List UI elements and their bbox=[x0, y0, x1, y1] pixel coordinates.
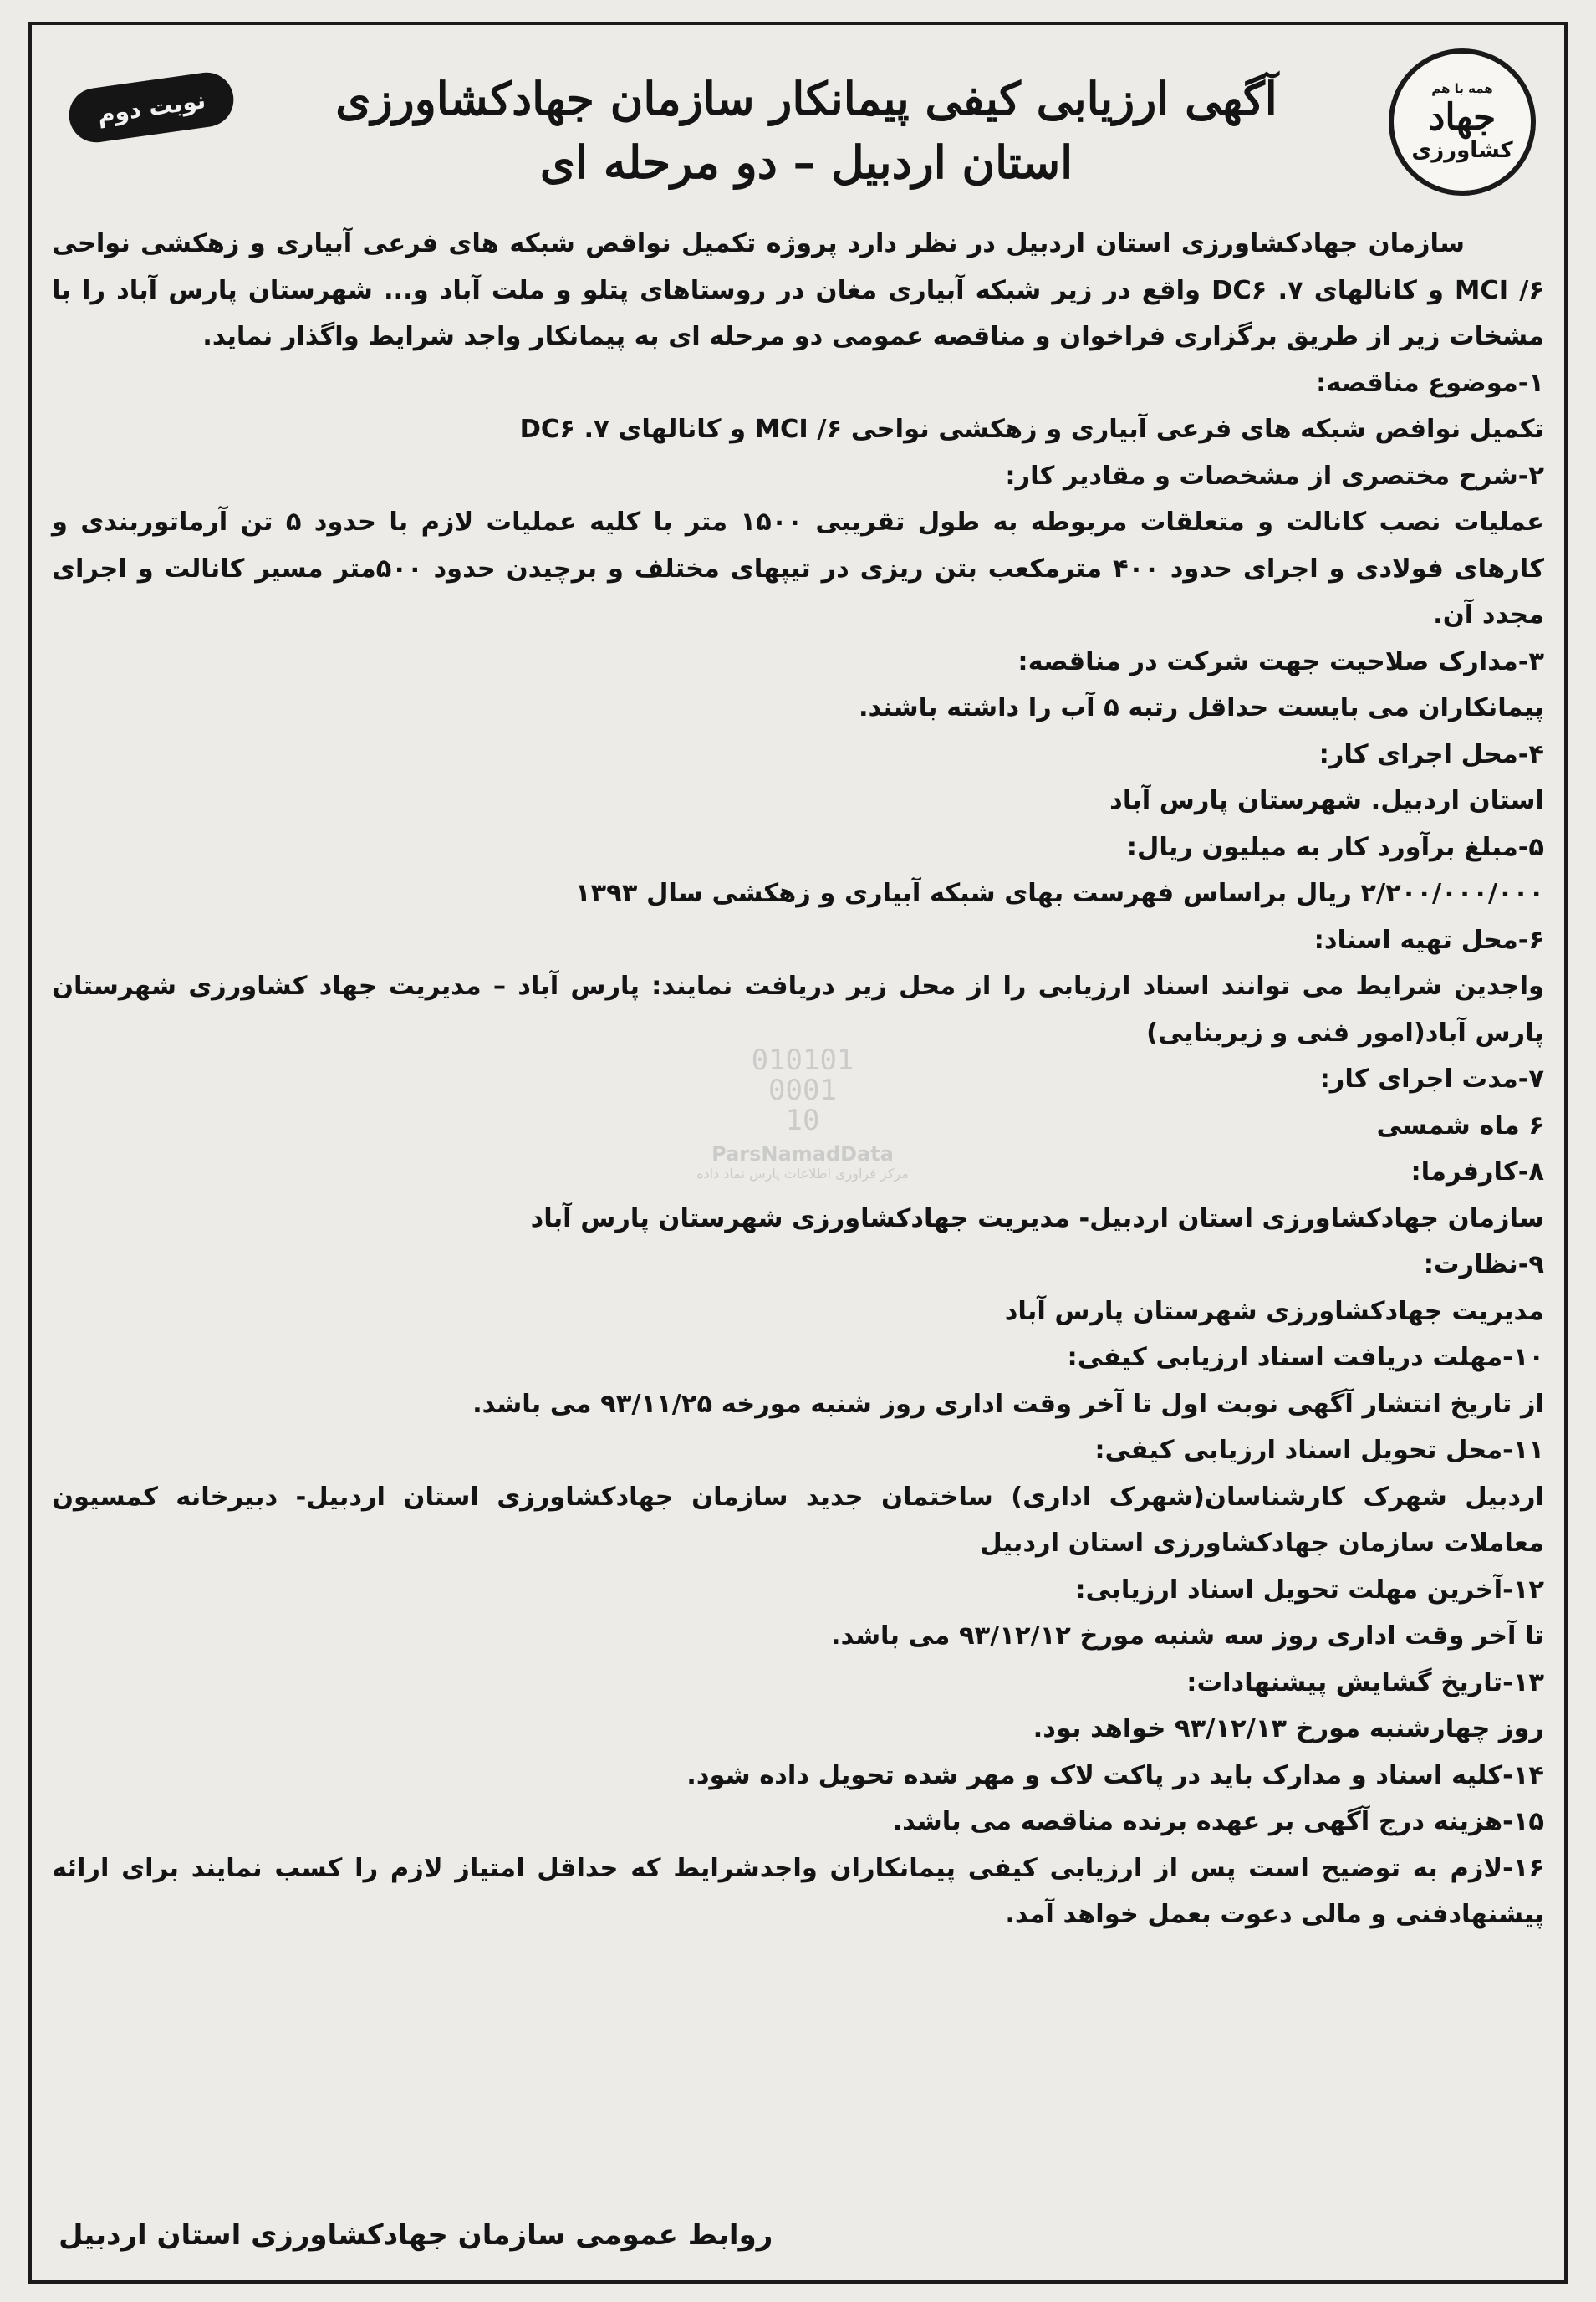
note-item: ۱۶-لازم به توضیح است پس از ارزیابی کیفی پیمانکاران واجدشرایط که حداقل امتیاز لازم را کسب نمایند برای ارائه پیشنهادفنی و مالی دعوت بعمل خواهد آمد. bbox=[52, 1853, 1544, 1929]
note-item: ۱۴-کلیه اسناد و مدارک باید در پاکت لاک و مهر شده تحویل داده شود. bbox=[686, 1760, 1544, 1790]
watermark-digits: 0001 bbox=[768, 1074, 837, 1107]
page-subtitle: استان اردبیل – دو مرحله ای bbox=[539, 135, 1073, 189]
logo-sub-word: کشاورزی bbox=[1411, 138, 1513, 163]
section-content: از تاریخ انتشار آگهی نوبت اول تا آخر وقت اداری روز شنبه مورخه ۹۳/۱۱/۲۵ می باشد. bbox=[472, 1389, 1544, 1419]
title-block bbox=[244, 67, 1369, 194]
footer-signature: روابط عمومی سازمان جهادکشاورزی استان اردبیل bbox=[59, 2218, 773, 2252]
watermark-digits: 010101 bbox=[751, 1044, 854, 1077]
round-badge: نوبت دوم bbox=[65, 69, 237, 146]
note-item: ۱۵-هزینه درج آگهی بر عهده برنده مناقصه می باشد. bbox=[892, 1807, 1544, 1836]
section-heading: ۱۱-محل تحویل اسناد ارزیابی کیفی: bbox=[1094, 1436, 1544, 1465]
section-heading: ۲-شرح مختصری از مشخصات و مقادیر کار: bbox=[1005, 461, 1544, 491]
watermark-tagline: مرکز فراوری اطلاعات پارس نماد داده bbox=[696, 1166, 909, 1182]
section-heading: ۹-نظارت: bbox=[1423, 1250, 1544, 1279]
section-heading: ۱۲-آخرین مهلت تحویل اسناد ارزیابی: bbox=[1075, 1575, 1544, 1605]
watermark-digits: 10 bbox=[785, 1104, 820, 1137]
section-heading: ۱-موضوع مناقصه: bbox=[1316, 368, 1544, 398]
body-text bbox=[52, 221, 1544, 1938]
section-content: تکمیل نوافص شبکه های فرعی آبیاری و زهکشی نواحی ۶/ MCI و کانالهای ۷. DC۶ bbox=[519, 415, 1544, 444]
jahad-logo bbox=[1389, 48, 1536, 196]
page-title: آگهی ارزیابی کیفی پیمانکار سازمان جهادکشاورزی bbox=[335, 72, 1277, 125]
section-content: مدیریت جهادکشاورزی شهرستان پارس آباد bbox=[1004, 1296, 1544, 1326]
logo-main-word: جهاد bbox=[1428, 96, 1497, 139]
logo-ring-text: همه با هم bbox=[1431, 81, 1493, 96]
section-content: عملیات نصب کانالت و متعلقات مربوطه به طول تقریبی ۱۵۰۰ متر با کلیه عملیات لازم با حدود ۵ تن آرماتوربندی و کارهای فولادی و اجرای حدود ۴۰۰ مترمکعب بتن ریزی در تیپهای مختلف و برچیدن حدود ۵۰۰متر مسیر کانالت و اجرای مجدد آن. bbox=[52, 508, 1544, 630]
header bbox=[52, 33, 1544, 209]
section-content: پیمانکاران می بایست حداقل رتبه ۵ آب را داشته باشند. bbox=[858, 693, 1544, 722]
section-content: واجدین شرایط می توانند اسناد ارزیابی را از محل زیر دریافت نمایند: پارس آباد – مدیریت جهاد کشاورزی شهرستان پارس آباد(امور فنی و زیربنایی) bbox=[52, 972, 1544, 1048]
section-content: تا آخر وقت اداری روز سه شنبه مورخ ۹۳/۱۲/۱۲ می باشد. bbox=[830, 1621, 1544, 1651]
section-content: ۲/۲۰۰/۰۰۰/۰۰۰ ریال براساس فهرست بهای شبکه آبیاری و زهکشی سال ۱۳۹۳ bbox=[574, 879, 1544, 908]
intro-paragraph: سازمان جهادکشاورزی استان اردبیل در نظر دارد پروژه تکمیل نواقص شبکه های فرعی آبیاری و زهکشی نواحی ۶/ MCI و کانالهای ۷. DC۶ واقع در زیر شبکه آبیاری مغان در روستاهای پتلو و ملت آباد و... شهرستان پارس آباد را با مشخات زیر از طریق برگزاری فراخوان و مناقصه عمومی دو مرحله ای به پیمانکار واجد شرایط واگذار نماید. bbox=[52, 229, 1544, 351]
section-heading: ۴-محل اجرای کار: bbox=[1318, 739, 1544, 769]
section-heading: ۷-مدت اجرای کار: bbox=[1319, 1064, 1544, 1094]
section-content: استان اردبیل. شهرستان پارس آباد bbox=[1109, 786, 1544, 815]
section-content: روز چهارشنبه مورخ ۹۳/۱۲/۱۳ خواهد بود. bbox=[1033, 1714, 1544, 1743]
section-heading: ۱۰-مهلت دریافت اسناد ارزیابی کیفی: bbox=[1067, 1343, 1544, 1372]
section-heading: ۳-مدارک صلاحیت جهت شرکت در مناقصه: bbox=[1017, 646, 1544, 676]
watermark-brand: ParsNamadData bbox=[711, 1142, 894, 1166]
section-heading: ۶-محل تهیه اسناد: bbox=[1313, 925, 1544, 955]
section-heading: ۱۳-تاریخ گشایش پیشنهادات: bbox=[1186, 1667, 1544, 1697]
section-content: ۶ ماه شمسی bbox=[1376, 1110, 1544, 1141]
section-heading: ۵-مبلغ برآورد کار به میلیون ریال: bbox=[1126, 832, 1544, 862]
section-heading: ۸-کارفرما: bbox=[1410, 1157, 1544, 1187]
section-content: سازمان جهادکشاورزی استان اردبیل- مدیریت جهادکشاورزی شهرستان پارس آباد bbox=[530, 1203, 1544, 1233]
section-content: اردبیل شهرک کارشناسان(شهرک اداری) ساختمان جدید سازمان جهادکشاورزی استان اردبیل- دبیرخانه کمسیون معاملات سازمان جهادکشاورزی استان اردبیل bbox=[52, 1482, 1544, 1558]
